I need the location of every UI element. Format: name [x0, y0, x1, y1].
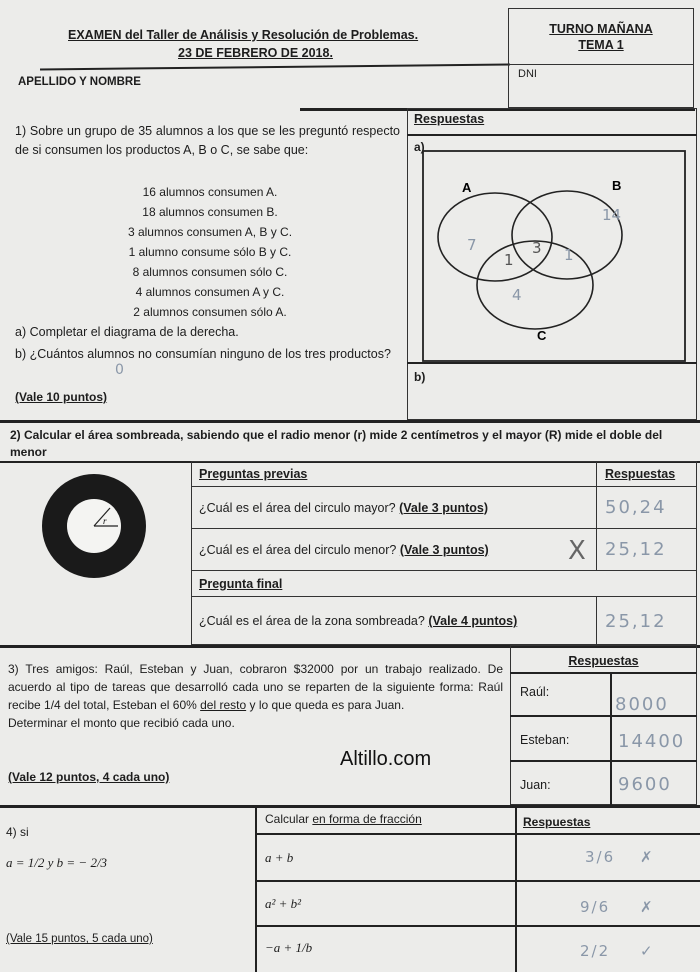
q4-calc-header: Calcular en forma de fracción	[265, 812, 422, 826]
venn-label-b: B	[612, 178, 622, 193]
q3-answers-header: Respuestas	[568, 654, 639, 668]
q1-facts	[60, 182, 360, 322]
q4-label: 4) si	[6, 825, 29, 839]
raul-answer[interactable]: 8000	[615, 694, 669, 715]
q1-answers-header: Respuestas	[414, 112, 485, 126]
q2-statement: 2) Calcular el área sombreada, sabiendo que el radio menor (r) mide 2 centímetros y el mayor (R) mide el doble del menor	[10, 428, 663, 459]
q1-intro: 1) Sobre un grupo de 35 alumnos a los que se les preguntó respecto de si consumen los productos A, B o C, se sabe que:	[15, 124, 400, 157]
exam-date: 23 DE FEBRERO DE 2018.	[178, 46, 333, 60]
venn-diagram	[422, 150, 686, 362]
q4-mark-3: ✓	[640, 942, 655, 960]
name-label: APELLIDO Y NOMBRE	[18, 76, 141, 88]
venn-c-only: 4	[512, 286, 522, 304]
final-question-header: Pregunta final	[199, 576, 283, 591]
q1-part-b: b) ¿Cuántos alumnos no consumían ninguno de los tres productos?	[15, 347, 391, 361]
q2-final-row: ¿Cuál es el área de la zona sombreada? (Vale 4 puntos)	[199, 614, 518, 628]
prev-questions-header: Preguntas previas	[199, 466, 308, 481]
q1-answer-a-label: a)	[414, 140, 425, 154]
q4-mark-1: ✗	[640, 848, 655, 866]
fact: 8 alumnos consumen sólo C.	[132, 265, 288, 279]
q4-answer-2[interactable]: 9/6	[580, 898, 611, 916]
raul-label: Raúl:	[520, 685, 550, 699]
q4-mark-2: ✗	[640, 898, 655, 916]
donut-figure	[40, 472, 148, 580]
watermark: Altillo.com	[340, 748, 432, 770]
esteban-answer[interactable]: 14400	[618, 731, 686, 752]
esteban-label: Esteban:	[520, 733, 570, 747]
q2-row: ¿Cuál es el área del circulo menor? (Vale 3 puntos)	[191, 529, 596, 571]
venn-label-a: A	[462, 180, 472, 195]
q4-answer-1[interactable]: 3/6	[585, 848, 616, 866]
turno: TURNO MAÑANA	[549, 22, 653, 36]
q1-part-a: a) Completar el diagrama de la derecha.	[15, 325, 239, 339]
venn-circle-b	[512, 191, 622, 279]
q3-statement: 3) Tres amigos: Raúl, Esteban y Juan, cobraron $32000 por un trabajo realizado. De acuerdo al tipo de tareas que desarrolló cada uno se reparten de la siguiente forma: Raúl recibe 1/4 del total, Esteban el 60% del resto y lo que queda es para Juan. Determinar el monto que recibió cada uno.	[8, 662, 503, 730]
venn-abc: 3	[532, 239, 542, 257]
q3-points: (Vale 12 puntos, 4 cada uno)	[8, 770, 170, 784]
q1-b-handwritten: 0	[115, 362, 126, 378]
venn-bc: 1	[564, 246, 574, 264]
q4-given: a = 1/2 y b = − 2/3	[6, 855, 108, 870]
radius-label: r	[103, 516, 107, 526]
tema: TEMA 1	[578, 38, 624, 52]
wrong-mark: X	[568, 536, 588, 566]
fact: 2 alumnos consumen sólo A.	[133, 305, 287, 319]
q2-row: ¿Cuál es el área del circulo mayor? (Vale 3 puntos)	[191, 487, 596, 529]
exam-title: EXAMEN del Taller de Análisis y Resolución de Problemas.	[68, 28, 419, 42]
juan-answer[interactable]: 9600	[618, 774, 672, 795]
q4-expr-1: a + b	[265, 850, 294, 865]
venn-b-only: 14	[602, 206, 622, 224]
fact: 18 alumnos consumen B.	[142, 205, 278, 219]
fact: 16 alumnos consumen A.	[142, 185, 278, 199]
q4-points: (Vale 15 puntos, 5 cada uno)	[6, 933, 153, 945]
q4-answer-3[interactable]: 2/2	[580, 942, 611, 960]
q1-points: (Vale 10 puntos)	[15, 390, 108, 404]
q2-answer-final[interactable]: 25,12	[605, 610, 667, 632]
q1-answer-b-label: b)	[414, 370, 426, 384]
q4-answers-header: Respuestas	[523, 815, 591, 829]
venn-label-c: C	[537, 328, 547, 343]
fact: 4 alumnos consumen A y C.	[135, 285, 285, 299]
dni-label: DNI	[518, 68, 537, 80]
venn-ac: 1	[504, 251, 514, 269]
q2-answer-2[interactable]: 25,12	[605, 539, 667, 560]
juan-label: Juan:	[520, 778, 551, 792]
venn-a-only: 7	[467, 236, 477, 254]
q2-answer-1[interactable]: 50,24	[605, 497, 667, 518]
q4-expr-3: −a + 1/b	[265, 940, 313, 955]
fact: 3 alumnos consumen A, B y C.	[127, 225, 293, 239]
fact: 1 alumno consume sólo B y C.	[128, 245, 292, 259]
q4-expr-2: a² + b²	[265, 896, 302, 911]
venn-circle-a	[438, 193, 552, 281]
q2-answers-header: Respuestas	[605, 466, 676, 481]
